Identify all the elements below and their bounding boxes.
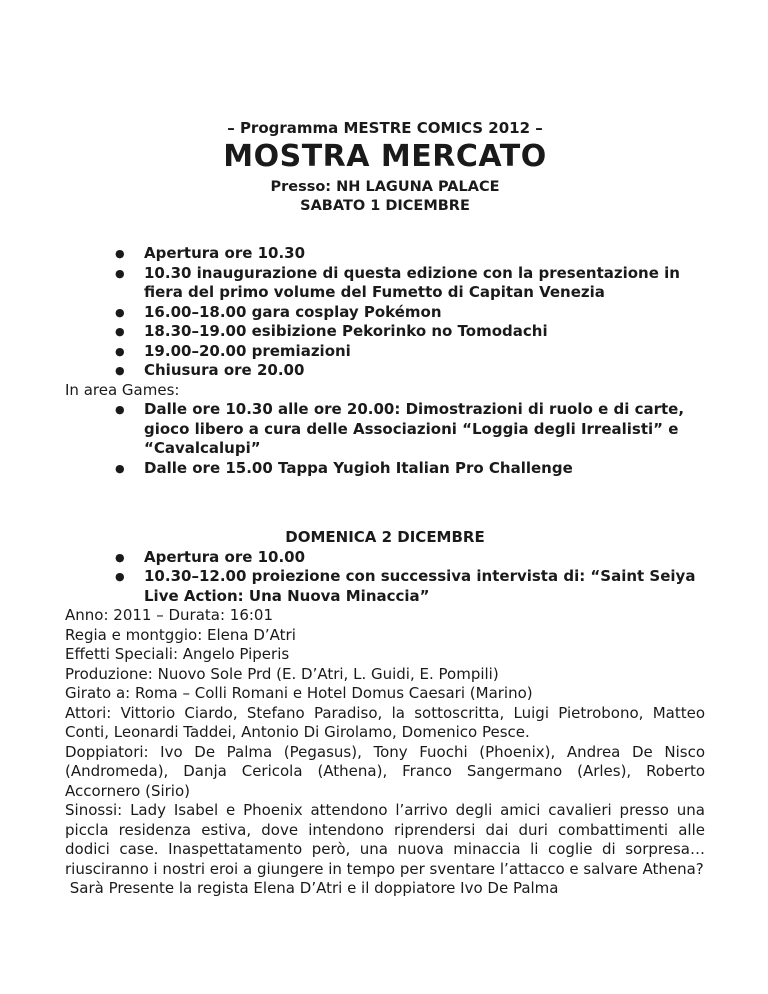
document-page	[65, 118, 705, 899]
page-title: MOSTRA MERCATO	[223, 139, 547, 174]
list-item: ● 10.30 inaugurazione di questa edizione con la presentazione in fiera del primo volume del Fumetto di Capitan Venezia	[65, 264, 705, 303]
list-item: ● 18.30–19.00 esibizione Pekorinko no Tomodachi	[65, 322, 705, 342]
games-list	[65, 400, 705, 478]
film-year: Anno: 2011 – Durata: 16:01	[65, 606, 274, 624]
venue: Presso: NH LAGUNA PALACE	[270, 179, 500, 195]
list-item: ● Dalle ore 10.30 alle ore 20.00: Dimostrazioni di ruolo e di carte, gioco libero a cura delle Associazioni “Loggia degli Irrealisti” e “Cavalcalupi”	[65, 400, 705, 459]
sunday-list	[65, 548, 705, 607]
closing-note: Sarà Presente la regista Elena D’Atri e il doppiatore Ivo De Palma	[65, 879, 559, 897]
film-location: Girato a: Roma – Colli Romani e Hotel Domus Caesari (Marino)	[65, 684, 533, 702]
film-direction: Regia e montggio: Elena D’Atri	[65, 625, 296, 644]
games-label: In area Games:	[65, 380, 180, 399]
list-item: ● Apertura ore 10.00	[65, 548, 705, 568]
saturday-list	[65, 244, 705, 381]
list-item: ● Dalle ore 15.00 Tappa Yugioh Italian Pro Challenge	[65, 459, 705, 479]
program-subtitle: – Programma MESTRE COMICS 2012 –	[227, 119, 543, 137]
list-item: ● Chiusura ore 20.00	[65, 361, 705, 381]
film-voice-actors: Doppiatori: Ivo De Palma (Pegasus), Tony Fuochi (Phoenix), Andrea De Nisco (Andromeda), Danja Cericola (Athena), Franco Sangermano (Arles), Roberto Accornero (Sirio)	[65, 742, 705, 800]
saturday-heading: SABATO 1 DICEMBRE	[300, 198, 470, 214]
list-item: ● 10.30–12.00 proiezione con successiva intervista di: “Saint Seiya Live Action: Una Nuova Minaccia”	[65, 567, 705, 606]
sunday-heading: DOMENICA 2 DICEMBRE	[285, 528, 485, 546]
film-production: Produzione: Nuovo Sole Prd (E. D’Atri, L. Guidi, E. Pompili)	[65, 664, 499, 683]
list-item: ● 19.00–20.00 premiazioni	[65, 342, 705, 362]
list-item: ● Apertura ore 10.30	[65, 244, 705, 264]
film-synopsis: Sinossi: Lady Isabel e Phoenix attendono l’arrivo degli amici cavalieri presso una piccla residenza estiva, dove intendono riprendersi dai duri combattimenti alle dodici case. Inaspettatamento però, una nuova minaccia li coglie di sorpresa…riusciranno i nostri eroi a giungere in tempo per sventare l’attacco e salvare Athena?	[65, 801, 705, 878]
list-item: ● 16.00–18.00 gara cosplay Pokémon	[65, 303, 705, 323]
film-effects: Effetti Speciali: Angelo Piperis	[65, 645, 290, 663]
film-cast: Attori: Vittorio Ciardo, Stefano Paradiso, la sottoscritta, Luigi Pietrobono, Matteo Conti, Leonardi Taddei, Antonio Di Girolamo, Domenico Pesce.	[65, 703, 705, 741]
